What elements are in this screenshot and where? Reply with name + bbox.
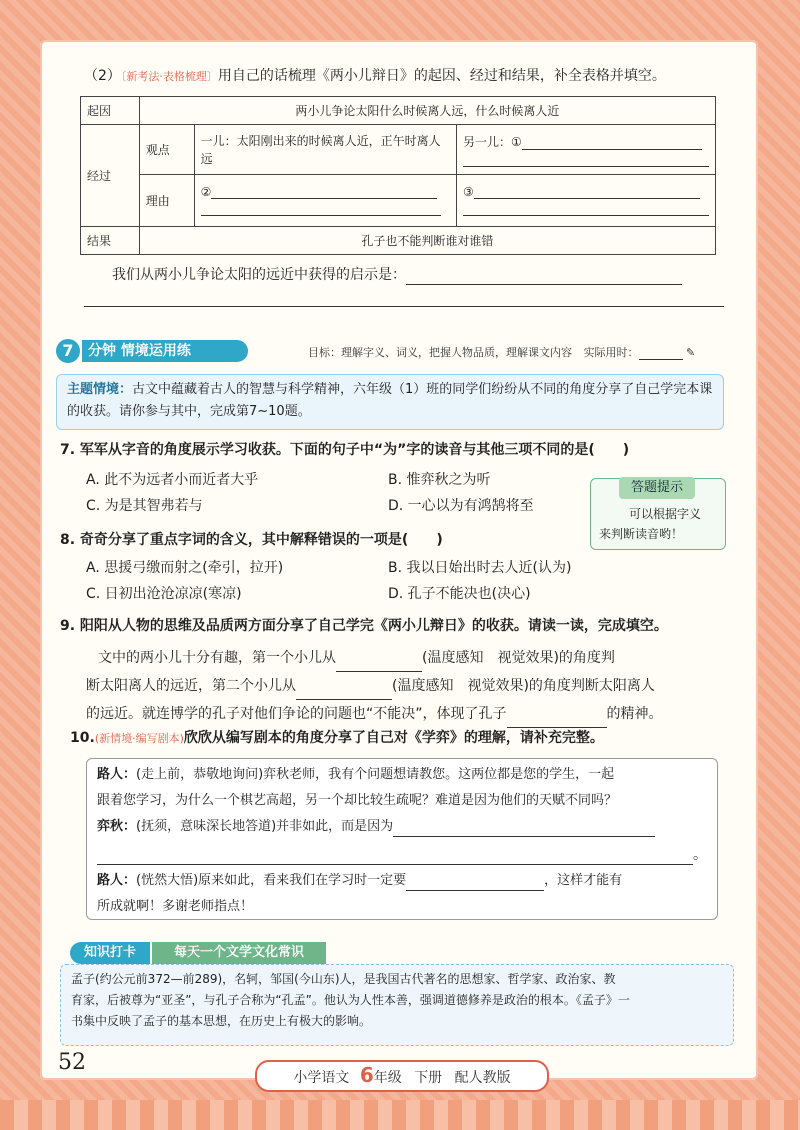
q10-text: 欣欣从编写剧本的角度分享了自己对《学弈》的理解，请补充完整。: [183, 730, 604, 746]
q9-passage: [86, 644, 728, 728]
dialog-line3: [97, 817, 709, 837]
reason-kid2-cell[interactable]: [457, 175, 716, 227]
bottom-ruler-strip: [0, 1100, 800, 1130]
q7-option-b[interactable]: B. 惟弈秋之为听: [388, 472, 491, 488]
section-goal: 目标：理解字义、词义，把握人物品质，理解课文内容: [308, 346, 572, 359]
process-label: 经过: [81, 125, 140, 227]
reason-kid1-marker: ②: [200, 185, 212, 199]
reason-label: 理由: [139, 175, 194, 227]
knowledge-box: [60, 964, 734, 1046]
footer-volume: 下册: [414, 1070, 443, 1086]
q8-option-a[interactable]: A. 思援弓缴而射之(牵引，拉开): [86, 560, 284, 576]
knowledge-title: 每天一个文学文化常识: [152, 942, 326, 964]
dialog-line4-end: 。: [693, 847, 707, 863]
insight-line: [112, 265, 732, 285]
yiqiu-blank-1[interactable]: [393, 836, 655, 837]
q2-tag: 新考法·表格梳理: [126, 70, 207, 83]
passerby-blank[interactable]: [406, 890, 544, 891]
dialog-line5: [97, 871, 709, 891]
dialog-line6: 所成就啊！多谢老师指点！: [97, 899, 254, 914]
section-title: 分钟 情境运用练: [82, 340, 248, 362]
dialog-text1: (走上前，恭敬地询问)弈秋老师，我有个问题想请教您。这两位都是您的学生，一起: [136, 767, 615, 782]
footer-subject: 小学语文: [293, 1070, 350, 1086]
time-label: 实际用时：: [583, 346, 639, 359]
speaker-passerby-2: 路人：: [97, 873, 137, 888]
footer-grade-word: 年级: [373, 1070, 402, 1086]
reason-kid1-cell[interactable]: [194, 175, 456, 227]
summary-table: [80, 96, 716, 255]
q8-stem: 8. 奇奇分享了重点字词的含义，其中解释错误的一项是( ): [60, 532, 443, 548]
insight-blank[interactable]: [406, 284, 682, 285]
time-blank[interactable]: [639, 359, 683, 360]
script-dialog-box: [86, 758, 718, 920]
result-label: 结果: [81, 227, 140, 255]
section-goal-line: [308, 344, 728, 360]
knowledge-line2: 育家，后被尊为“亚圣”，与孔子合称为“孔孟”。他认为人性本善，强调道德修养是政治的根本。《孟子》一: [71, 993, 630, 1007]
book-info-pill: [255, 1060, 549, 1092]
q7-option-c[interactable]: C. 为是其智弗若与: [86, 498, 203, 514]
page-number: 52: [58, 1050, 86, 1075]
q9-line3-b: 的精神。: [606, 706, 663, 722]
section-badge: 7: [56, 339, 80, 363]
yiqiu-blank-2[interactable]: [97, 848, 693, 865]
speaker-yiqiu: 弈秋：: [97, 819, 137, 834]
q8-option-b[interactable]: B. 我以日始出时去人近(认为): [388, 560, 572, 576]
kid2-viewpoint-cell[interactable]: [457, 125, 716, 175]
hint-line2: 来判断读音哟！: [599, 527, 684, 541]
dialog-text5b: ，这样才能有: [544, 873, 623, 888]
q9-line3: [86, 700, 728, 728]
q9-line3-a: 的远近。就连博学的孔子对他们争论的问题也“不能决”，体现了孔子: [86, 706, 507, 722]
q8-option-d[interactable]: D. 孔子不能决也(决心): [388, 586, 531, 602]
insight-blank-line2[interactable]: [84, 306, 724, 307]
q10-stem: 10.(新情境·编写剧本)欣欣从编写剧本的角度分享了自己对《学弈》的理解，请补充完整。: [70, 730, 604, 746]
cause-value: 两小儿争论太阳什么时候离人远，什么时候离人近: [139, 97, 715, 125]
insight-prompt: 我们从两小儿争论太阳的远近中获得的启示是：: [112, 267, 406, 283]
q9-stem: 9. 阳阳从人物的思维及品质两方面分享了自己学完《两小儿辩日》的收获。请读一读，完成填空。: [60, 618, 668, 634]
answer-hint-box: [590, 478, 726, 550]
q10-tag: 新情境·编写剧本: [99, 732, 180, 745]
q9-line1: [98, 644, 728, 672]
scenario-box: [56, 374, 724, 430]
q2-text: 用自己的话梳理《两小儿辩日》的起因、经过和结果，补全表格并填空。: [217, 68, 666, 84]
q2-label: （2）: [84, 68, 121, 84]
q9-line2-b: (温度感知 视觉效果)的角度判断太阳离人: [392, 678, 655, 694]
speaker-passerby-1: 路人：: [97, 767, 137, 782]
q9-line2: [86, 672, 728, 700]
q9-line2-a: 断太阳离人的远近，第二个小儿从: [86, 678, 296, 694]
scenario-text: 古文中蕴藏着古人的智慧与科学精神，六年级（1）班的同学们纷纷从不同的角度分享了自己学完本课的收获。请你参与其中，完成第7~10题。: [67, 382, 713, 419]
hint-line1: 可以根据字义: [629, 507, 702, 521]
q9-line1-b: (温度感知 视觉效果)的角度判: [422, 650, 615, 666]
q9-line1-a: 文中的两小儿十分有趣，第一个小儿从: [98, 650, 336, 666]
dialog-text3: (抚须，意味深长地答道)并非如此，而是因为: [136, 819, 394, 834]
q7-option-a[interactable]: A. 此不为远者小而近者大乎: [86, 472, 259, 488]
pencil-icon: ✎: [686, 346, 696, 359]
q8-option-c[interactable]: C. 日初出沧沧凉凉(寒凉): [86, 586, 242, 602]
knowledge-line3: 书集中反映了孟子的基本思想，在历史上有极大的影响。: [71, 1014, 372, 1028]
cause-label: 起因: [81, 97, 140, 125]
dialog-text5a: (恍然大悟)原来如此，看来我们在学习时一定要: [136, 873, 407, 888]
knowledge-badge: 知识打卡: [70, 942, 150, 964]
dialog-line2: 跟着您学习，为什么一个棋艺高超，另一个却比较生疏呢？难道是因为他们的天赋不同吗？: [97, 793, 618, 808]
footer-edition: 配人教版: [454, 1070, 511, 1086]
viewpoint-label: 观点: [139, 125, 194, 175]
kid2-viewpoint: 另一儿：①: [463, 134, 522, 149]
hint-title: 答题提示: [619, 477, 695, 499]
footer-grade-number: 6: [359, 1063, 374, 1087]
reason-kid2-marker: ③: [463, 185, 474, 199]
q7-option-d[interactable]: D. 一心以为有鸿鹄将至: [388, 498, 534, 514]
knowledge-line1: 孟子(约公元前372—前289)，名轲，邹国(今山东)人，是我国古代著名的思想家、哲学家、政治家、教: [71, 972, 616, 986]
q2-stem: （2）〔新考法·表格梳理〕用自己的话梳理《两小儿辩日》的起因、经过和结果，补全表格并填空。: [84, 68, 666, 84]
dialog-line1: [97, 765, 709, 785]
scenario-label: 主题情境：: [67, 382, 133, 397]
kid1-viewpoint: 一儿：太阳刚出来的时候离人近，正午时离人远: [194, 125, 456, 175]
q10-label: 10.: [70, 730, 95, 746]
result-value: 孔子也不能判断谁对谁错: [139, 227, 715, 255]
dialog-line4: [97, 845, 709, 865]
q7-stem: 7. 军军从字音的角度展示学习收获。下面的句子中“为”字的读音与其他三项不同的是( ): [60, 442, 630, 458]
